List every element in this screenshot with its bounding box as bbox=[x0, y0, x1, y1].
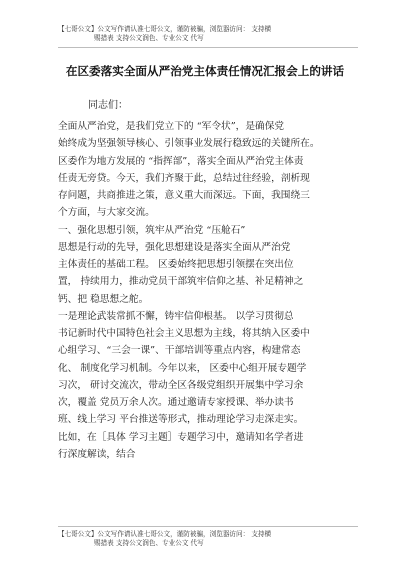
header-line-2: 赐措表 支持公文润色、专业公文 代写 bbox=[94, 34, 204, 42]
body-line: 全面从严治党，是我们党立下的 “军令状”，是确保党 bbox=[58, 121, 285, 132]
header-divider bbox=[58, 47, 358, 48]
footer-line-2: 赐措表 支持公文润色、专业公文 代写 bbox=[94, 539, 204, 547]
body-line: 习次， 研讨交流次，带动全区各级党组织开展集中学习余 bbox=[58, 379, 304, 391]
body-line: 个方面，与大家交流。 bbox=[58, 207, 155, 219]
body-line: 钙、把 稳思想之舵。 bbox=[58, 293, 149, 305]
body-line: 心组学习、“三会一课”、干部培训等重点内容，构建常态 bbox=[58, 345, 301, 357]
body-line: 始终成为坚强领导核心、引领事业发展行稳致远的关键所在。 bbox=[58, 138, 320, 150]
body-line: 区委作为地方发展的 “指挥部”，落实全面从严治党主体责 bbox=[58, 155, 304, 167]
body-line: 主体责任的基础工程。 区委始终把思想引领摆在突出位 bbox=[58, 259, 294, 270]
body-line: 一是理论武装常抓不懈，铸牢信仰根基。 以学习贯彻总 bbox=[58, 310, 294, 322]
body-line: 化、 制度化学习机制。今年以来， 区委中心组开展专题学 bbox=[58, 362, 307, 374]
body-line: 任责无旁贷。今天，我们齐聚于此，总结过往经验，剖析现 bbox=[58, 172, 310, 184]
body-line: 书记新时代中国特色社会主义思想为主线，将其纳入区委中 bbox=[58, 328, 310, 339]
salutation: 同志们： bbox=[88, 100, 128, 111]
header-line-1: 【七哥公文】公文写作请认准七哥公文，谨防被骗，浏览器访问： 支持横 bbox=[58, 25, 272, 33]
body-line: 置， 持续用力，推动党员干部筑牢信仰之基、补足精神之 bbox=[58, 276, 304, 288]
body-line: 存问题，共商推进之策，意义重大而深远。下面，我围绕三 bbox=[58, 190, 310, 201]
body-line: 思想是行动的先导，强化思想建设是落实全面从严治党 bbox=[58, 241, 291, 253]
document-body bbox=[58, 118, 358, 463]
footer-line-1: 【七哥公文】公文写作请认准七哥公文，谨防被骗，浏览器访问： 支持横 bbox=[58, 530, 272, 538]
section-heading: 一、强化思想引领，筑牢从严治党 “压舱石” bbox=[58, 224, 246, 236]
body-line: 次，覆盖 党员万余人次。通过邀请专家授课、举办读书 bbox=[58, 397, 294, 408]
body-line: 比如，在［具体 学习主题］专题学习中，邀请知名学者进 bbox=[58, 431, 304, 443]
document-title: 在区委落实全面从严治党主体责任情况汇报会上的讲话 bbox=[65, 64, 345, 78]
page-footer bbox=[58, 530, 358, 548]
footer-divider bbox=[58, 526, 358, 527]
page-header bbox=[58, 25, 358, 43]
body-line: 行深度解读，结合 bbox=[58, 448, 136, 460]
body-line: 班、线上学习 平台推送等形式，推动理论学习走深走实。 bbox=[58, 414, 304, 426]
